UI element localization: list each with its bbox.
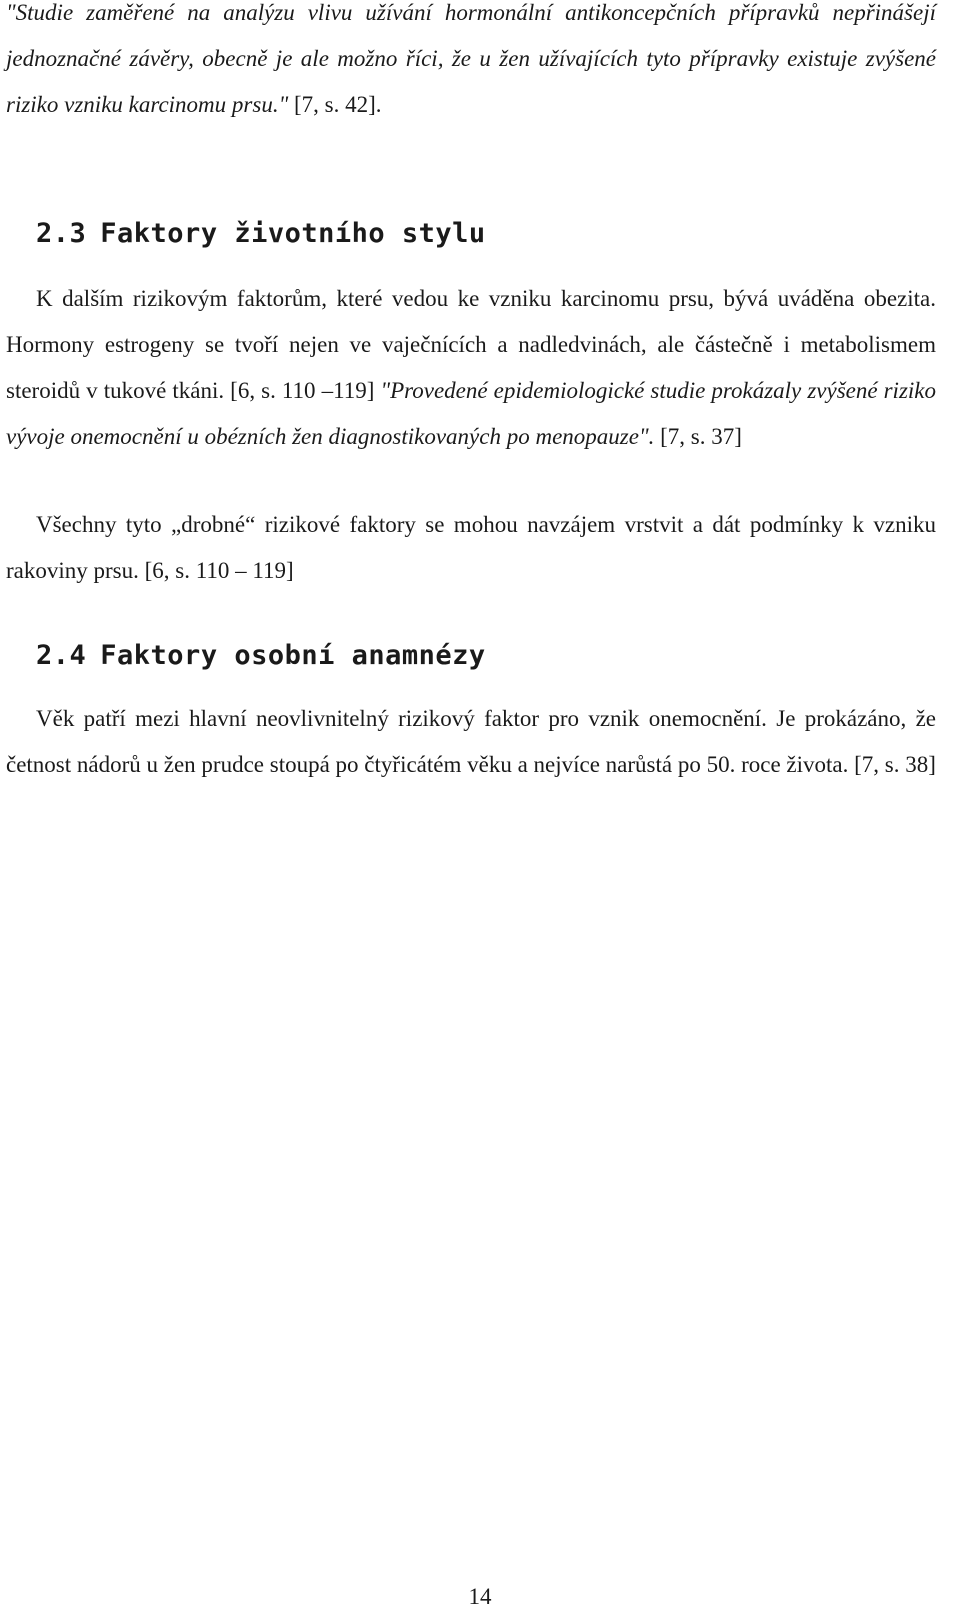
paragraph-text: K dalším rizikovým faktorům, které vedou ke vzniku karcinomu prsu, bývá uváděna obezita. Hormony estrogeny se tvoří nejen ve vaječnících a nadledvinách, ale částečně i metabolismem steroidů v tukové tkáni. [6, s. 110 –119]	[6, 286, 936, 403]
intro-paragraph	[6, 0, 936, 128]
section-2-3-paragraph-1	[6, 276, 936, 460]
section-heading-2-4	[36, 638, 486, 674]
section-2-3-paragraph-2: Všechny tyto „drobné“ rizikové faktory se mohou navzájem vrstvit a dát podmínky k vzniku rakoviny prsu. [6, s. 110 – 119]	[6, 512, 936, 583]
intro-quote: "Studie zaměřené na analýzu vlivu užívání hormonální antikoncepčních přípravků nepřinášejí jednoznačné závěry, obecně je ale možno říci, že u žen užívajících tyto přípravky existuje zvýšené riziko vzniku karcinomu prsu."	[6, 0, 936, 117]
section-number: 2.4	[36, 640, 87, 671]
page-number: 14	[468, 1584, 492, 1609]
section-number: 2.3	[36, 218, 87, 249]
paragraph-quote: "Provedené epidemiologické studie prokázaly zvýšené riziko vývoje onemocnění u obézních žen diagnostikovaných po menopauze".	[6, 378, 937, 449]
intro-citation: [7, s. 42].	[288, 92, 382, 117]
section-heading-2-3	[36, 216, 486, 252]
section-title: Faktory osobní anamnézy	[100, 640, 486, 671]
paragraph-citation: [7, s. 37]	[654, 424, 742, 449]
section-title: Faktory životního stylu	[100, 218, 486, 249]
section-2-4-paragraph-1: Věk patří mezi hlavní neovlivnitelný rizikový faktor pro vznik onemocnění. Je prokázáno, že četnost nádorů u žen prudce stoupá po čtyřicátém věku a nejvíce narůstá po 50. roce života. [7, s. 38]	[6, 706, 936, 777]
